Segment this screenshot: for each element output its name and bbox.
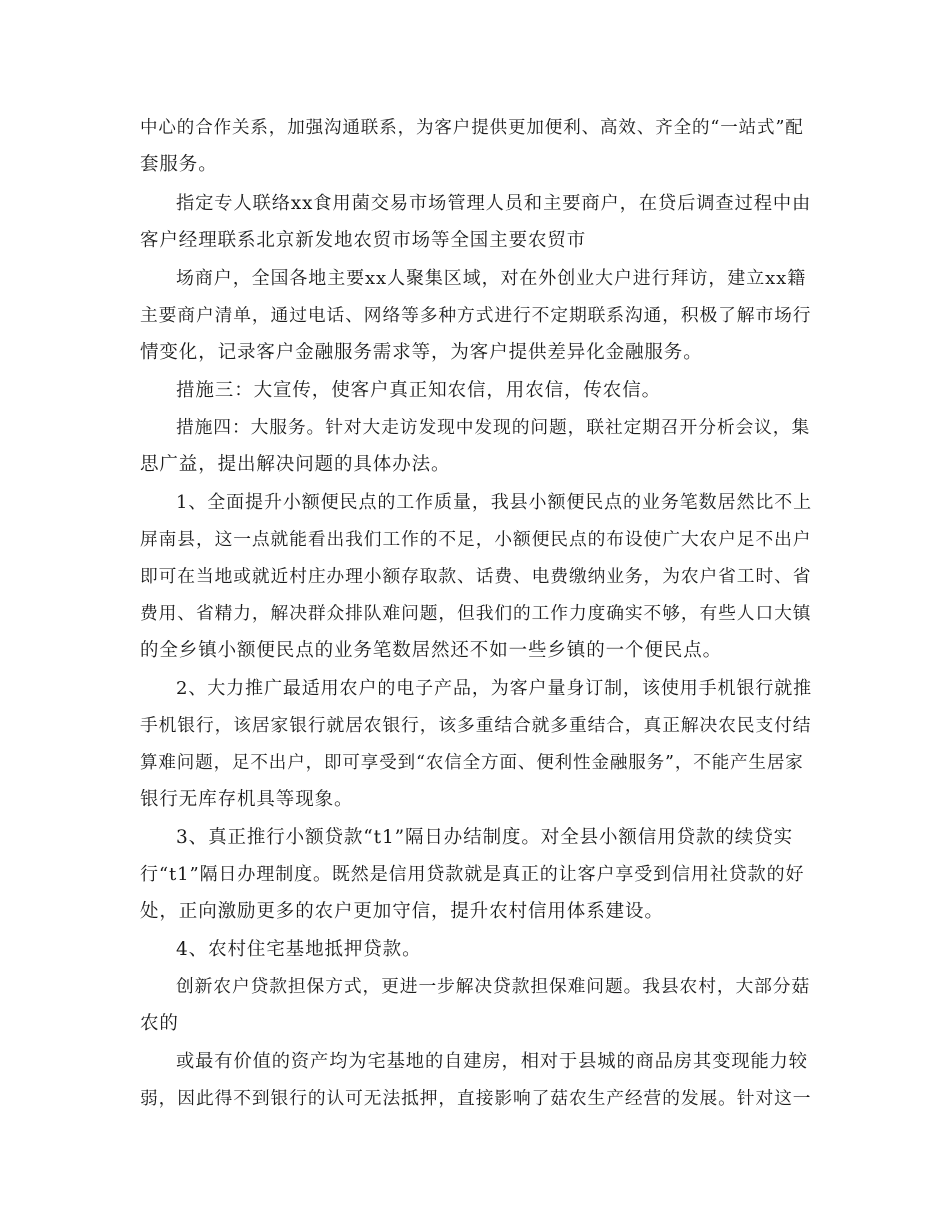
text-line: 客户经理联系北京新发地农贸市场等全国主要农贸市 [140,230,587,251]
text-line: 费用、省精力，解决群众排队难问题，但我们的工作力度确实不够，有些人口大镇 [140,604,812,624]
text-line: 弱，因此得不到银行的认可无法抵押，直接影响了菇农生产经营的发展。针对这一 [140,1089,812,1109]
text-line: 行“t1”隔日办理制度。既然是信用贷款就是真正的让客户享受到信用社贷款的好 [140,864,805,885]
text-line: 即可在当地或就近村庄办理小额存取款、话费、电费缴纳业务，为农户省工时、省 [140,567,812,587]
text-line: 屏南县，这一点就能看出我们工作的不足，小额便民点的布设使广大农户足不出户 [140,530,812,550]
text-line: 手机银行，该居家银行就居农银行，该多重结合就多重结合，真正解决农民支付结 [140,716,812,736]
text-line: 处，正向激励更多的农户更加守信，提升农村信用体系建设。 [140,901,664,922]
text-line: 措施三：大宣传，使客户真正知农信，用农信，传农信。 [176,380,662,401]
text-line: 场商户，全国各地主要xx人聚集区域，对在外创业大户进行拜访，建立xx籍 [176,268,807,289]
text-line: 1、全面提升小额便民点的工作质量，我县小额便民点的业务笔数居然比不上 [176,492,813,513]
text-line: 思广益，提出解决问题的具体办法。 [140,454,451,475]
text-line: 指定专人联络xx食用菌交易市场管理人员和主要商户，在贷后调查过程中由 [176,193,812,214]
text-line: 或最有价值的资产均为宅基地的自建房，相对于县城的商品房其变现能力较 [176,1051,808,1072]
text-line: 农的 [140,1013,179,1034]
text-line: 创新农户贷款担保方式，更进一步解决贷款担保难问题。我县农村，大部分菇 [176,977,811,997]
text-line: 银行无库存机具等现象。 [140,789,354,810]
text-line: 算难问题，足不出户，即可享受到“农信全方面、便利性金融服务”，不能产生居家 [140,753,804,773]
text-line: 2、大力推广最适用农户的电子产品，为客户量身订制，该使用手机银行就推 [176,678,813,699]
text-line: 中心的合作关系，加强沟通联系，为客户提供更加便利、高效、齐全的“一站式”配 [140,118,804,138]
text-line: 3、真正推行小额贷款“t1”隔日办结制度。对全县小额信用贷款的续贷实 [176,827,793,848]
text-line: 主要商户清单，通过电话、网络等多种方式进行不定期联系沟通，积极了解市场行 [140,306,812,326]
text-line: 措施四：大服务。针对大走访发现中发现的问题，联社定期召开分析会议，集 [176,418,811,438]
text-line: 4、农村住宅基地抵押贷款。 [176,939,422,960]
text-line: 情变化，记录客户金融服务需求等，为客户提供差异化金融服务。 [140,342,703,363]
text-line: 的全乡镇小额便民点的业务笔数居然还不如一些乡镇的一个便民点。 [140,640,723,661]
text-line: 套服务。 [140,154,218,175]
